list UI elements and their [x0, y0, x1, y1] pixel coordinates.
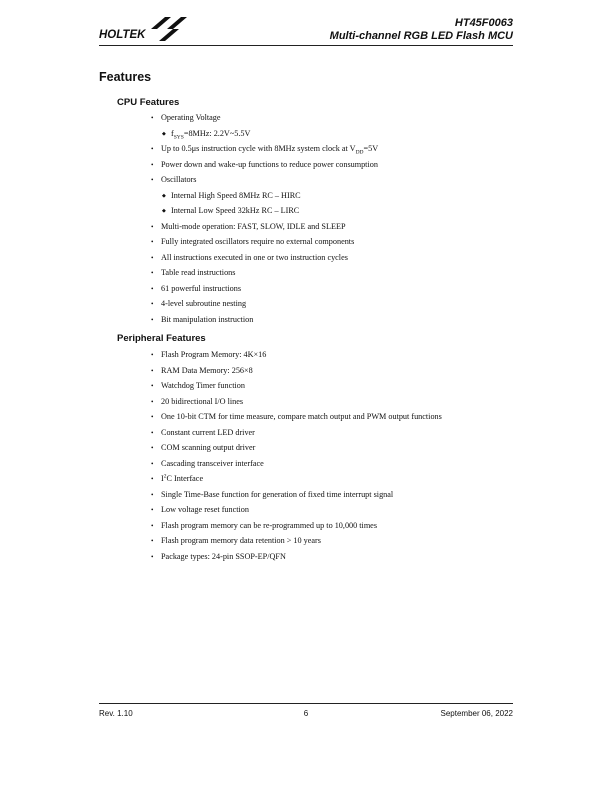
peripheral-features-heading: Peripheral Features — [117, 333, 206, 344]
list-item: • 61 powerful instructions — [150, 283, 378, 299]
holtek-logo — [99, 15, 189, 43]
list-item: • Low voltage reset function — [150, 504, 442, 520]
list-item: • All instructions executed in one or two instruction cycles — [150, 252, 378, 268]
list-subitem: ◆ $f_{SYS}=8MHz$: 2.2V~5.5V — [150, 128, 378, 144]
logo-wordmark: HOLTEK — [99, 29, 146, 41]
list-item: • Watchdog Timer function — [150, 380, 442, 396]
footer-divider — [99, 703, 513, 704]
list-item: • Table read instructions — [150, 267, 378, 283]
list-item: • Up to 0.5μs instruction cycle with 8MHz system clock at $V_{DD}=5V$ — [150, 143, 378, 159]
list-item: • Cascading transceiver interface — [150, 458, 442, 474]
list-item: • Constant current LED driver — [150, 427, 442, 443]
page-title: Features — [99, 70, 152, 84]
footer-date: September 06, 2022 — [440, 709, 513, 718]
list-item: • Operating Voltage — [150, 112, 378, 128]
list-item: • Power down and wake-up functions to reduce power consumption — [150, 159, 378, 175]
footer-revision: Rev. 1.10 — [99, 709, 133, 718]
list-item: • Oscillators — [150, 174, 378, 190]
list-item: • One 10-bit CTM for time measure, compare match output and PWM output functions — [150, 411, 442, 427]
list-item: • 4-level subroutine nesting — [150, 298, 378, 314]
list-item: • COM scanning output driver — [150, 442, 442, 458]
document-header — [330, 17, 513, 43]
document-subtitle: Multi-channel RGB LED Flash MCU — [329, 30, 513, 42]
list-item: • Flash program memory data retention > 10 years — [150, 535, 442, 551]
list-subitem: ◆ Internal Low Speed 32kHz RC – LIRC — [150, 205, 378, 221]
cpu-features-list — [150, 112, 378, 329]
list-item: • Bit manipulation instruction — [150, 314, 378, 330]
list-item: • Single Time-Base function for generation of fixed time interrupt signal — [150, 489, 442, 505]
list-item: • RAM Data Memory: 256×8 — [150, 365, 442, 381]
list-item: • Package types: 24-pin SSOP-EP/QFN — [150, 551, 442, 567]
peripheral-features-list — [150, 349, 442, 566]
list-subitem: ◆ Internal High Speed 8MHz RC – HIRC — [150, 190, 378, 206]
list-item: • 20 bidirectional I/O lines — [150, 396, 442, 412]
cpu-features-heading: CPU Features — [117, 97, 180, 108]
list-item: • Fully integrated oscillators require no external components — [150, 236, 378, 252]
header-divider — [99, 45, 513, 46]
footer-page-number: 6 — [303, 709, 309, 718]
list-item: • Flash Program Memory: 4K×16 — [150, 349, 442, 365]
list-item: • $I^2C$ Interface — [150, 473, 442, 489]
part-number: HT45F0063 — [454, 17, 513, 29]
list-item: • Flash program memory can be re-programmed up to 10,000 times — [150, 520, 442, 536]
list-item: • Multi-mode operation: FAST, SLOW, IDLE and SLEEP — [150, 221, 378, 237]
